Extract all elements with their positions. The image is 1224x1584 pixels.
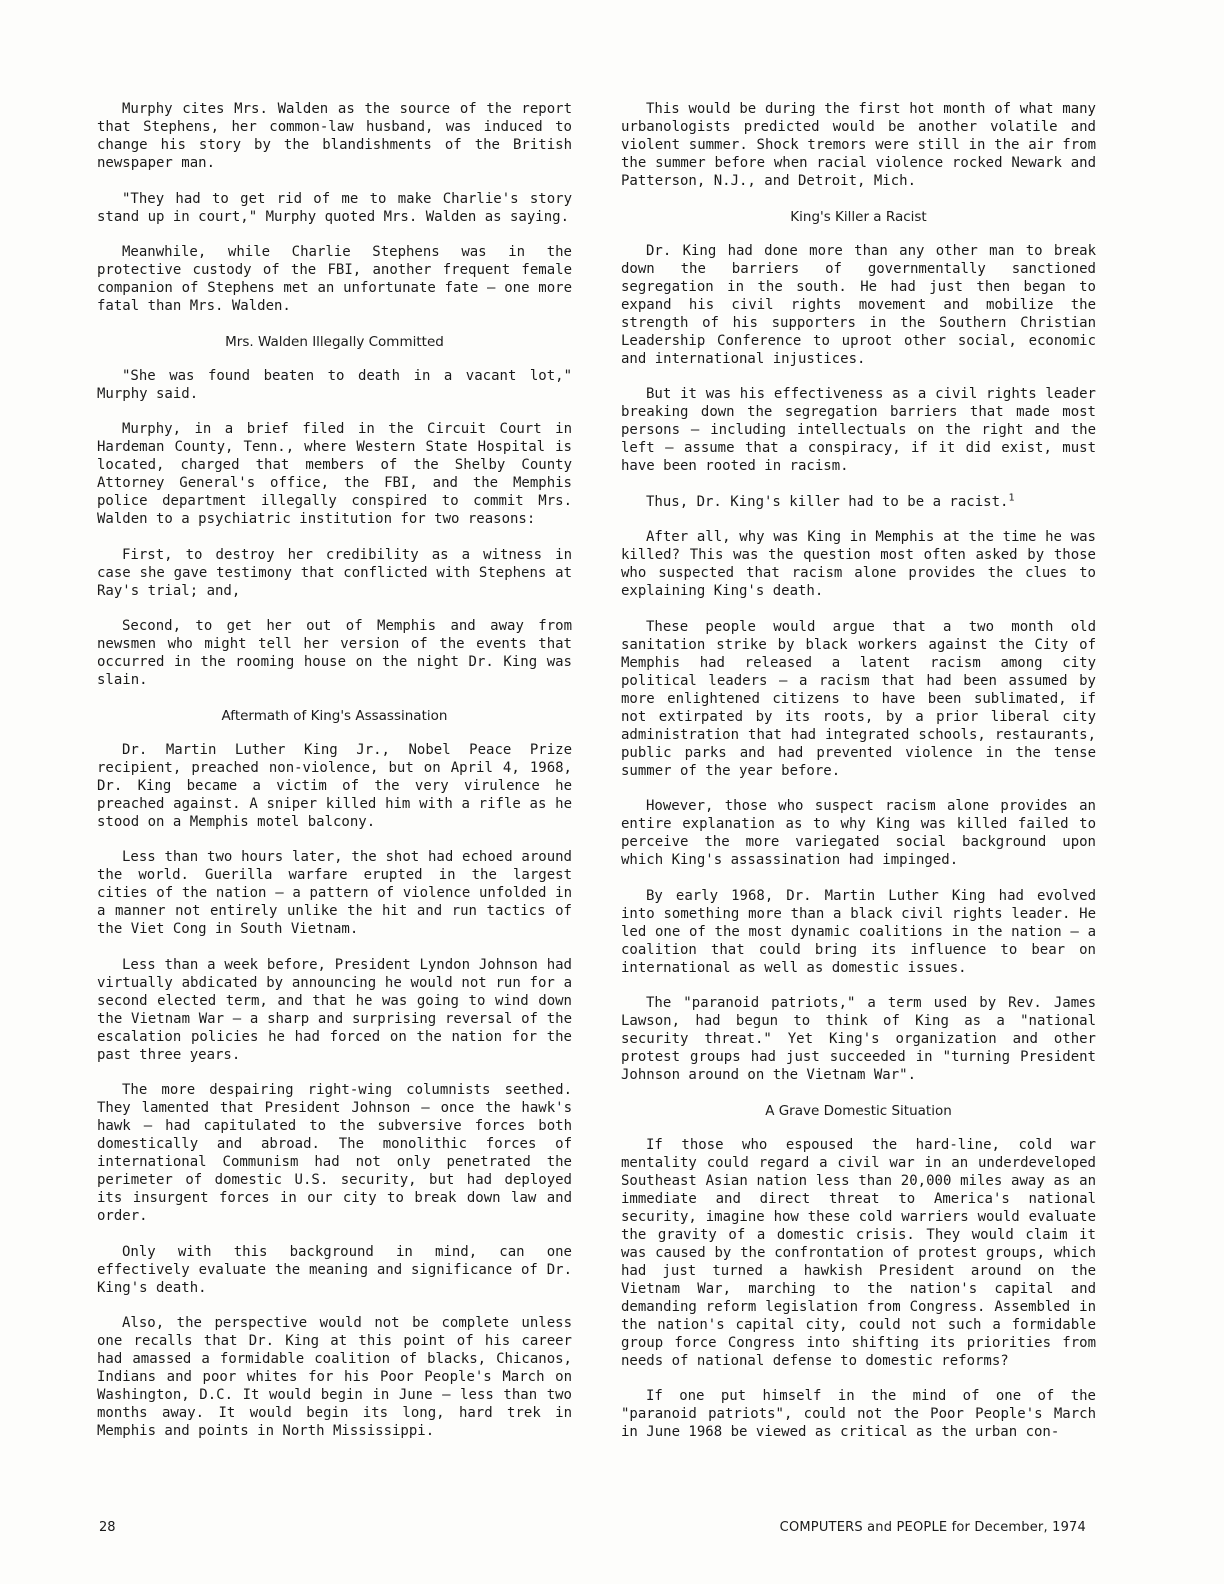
paragraph-text: However, those who suspect racism alone provides an entire explanation as to why King was killed failed to perceive the more variegated social background upon which King's assassination had impinged. [621,798,1096,868]
paragraph-text: Murphy, in a brief filed in the Circuit Court in Hardeman County, Tenn., where Western State Hospital is located, charged that members of the Shelby County Attorney General's office, the FBI, and the Memphis police department illegally conspired to commit Mrs. Walden to a psychiatric institution for two reasons: [97,421,572,527]
paragraph [621,887,1096,977]
paragraph-text: Dr. King had done more than any other man to break down the barriers of governmentally sanctioned segregation in the south. He had just then began to expand his civil rights movement and mobilize the strength of his supporters in the Southern Christian Leadership Conference to uproot other social, economic and international injustices. [621,242,1096,367]
paragraph [621,797,1096,869]
paragraph-text: "She was found beaten to death in a vacant lot," Murphy said. [97,367,572,402]
paragraph-text: Thus, Dr. King's killer had to be a racist. [646,493,1009,510]
paragraph [97,243,572,315]
paragraph [621,528,1096,600]
paragraph [621,1136,1096,1370]
paragraph-text: This would be during the first hot month of what many urbanologists predicted would be another volatile and violent summer. Shock tremors were still in the air from the summer before when racial violence rocked Newark and Patterson, N.J., and Detroit, Mich. [621,101,1096,189]
heading-text: A Grave Domestic Situation [765,1102,952,1119]
paragraph [97,367,572,403]
paragraph [97,1314,572,1440]
paragraph-text: These people would argue that a two month old sanitation strike by black workers against the City of Memphis had released a latent racism among city political leaders — a racism that had been assumed by more enlightened citizens to have been sublimated, if not extirpated by its roots, by a prior liberal city administration that had integrated schools, restaurants, public parks and had prevented violence in the tense summer of the year before. [621,618,1096,779]
right-column [621,100,1096,1459]
paragraph-text: If those who espoused the hard-line, cold war mentality could regard a civil war in an underdeveloped Southeast Asian nation less than 20,000 miles away as an immediate and direct threat to America's national security, imagine how these cold warriers would evaluate the gravity of a domestic crisis. They would claim it was caused by the confrontation of protest groups, which had just turned a hawkish President around on the Vietnam War, marching to the nation's capital and demanding reform legislation from Congress. Assembled in the nation's capital city, could not such a formidable group force Congress into shifting its priorities from needs of national defense to domestic reforms? [621,1136,1096,1369]
paragraph-text: Meanwhile, while Charlie Stephens was in the protective custody of the FBI, another frequent female companion of Stephens met an unfortunate fate — one more fatal than Mrs. Walden. [97,244,572,314]
paragraph-text: The "paranoid patriots," a term used by Rev. James Lawson, had begun to think of King as a "national security threat." Yet King's organization and other protest groups had just succeeded in "turning President Johnson around on the Vietnam War". [621,995,1096,1083]
paragraph-text: Also, the perspective would not be complete unless one recalls that Dr. King at this point of his career had amassed a formidable coalition of blacks, Chicanos, Indians and poor whites for his Poor People's March on Washington, D.C. It would begin in June — less than two months away. It would begin its long, hard trek in Memphis and points in North Mississippi. [97,1315,572,1439]
paragraph [97,848,572,938]
heading-text: Mrs. Walden Illegally Committed [225,333,444,350]
section-heading [621,1102,1096,1120]
paragraph [97,741,572,831]
footnote-marker: 1 [1008,491,1015,503]
paragraph [97,100,572,172]
paragraph [97,956,572,1064]
paragraph-text: Second, to get her out of Memphis and away from newsmen who might tell her version of the events that occurred in the rooming house on the night Dr. King was slain. [97,618,572,688]
paragraph [97,617,572,689]
paragraph [621,100,1096,190]
heading-text: Aftermath of King's Assassination [221,707,448,724]
paragraph-text: After all, why was King in Memphis at the time he was killed? This was the question most often asked by those who suspected that racism alone provides the clues to explaining King's death. [621,529,1096,599]
paragraph-text: By early 1968, Dr. Martin Luther King had evolved into something more than a black civil rights leader. He led one of the most dynamic coalitions in the nation — a coalition that could bring its influence to bear on international as well as domestic issues. [621,887,1096,976]
paragraph-text: Only with this background in mind, can one effectively evaluate the meaning and significance of Dr. King's death. [97,1243,572,1296]
page-number: 28 [99,1520,116,1535]
paragraph-text: Murphy cites Mrs. Walden as the source of the report that Stephens, her common-law husband, was induced to change his story by the blandishments of the British newspaper man. [97,101,572,171]
section-heading [97,333,572,351]
paragraph-text: Dr. Martin Luther King Jr., Nobel Peace Prize recipient, preached non-violence, but on April 4, 1968, Dr. King became a victim of the very virulence he preached against. A sniper killed him with a rifle as he stood on a Memphis motel balcony. [97,741,572,830]
section-heading [621,208,1096,226]
paragraph-text: "They had to get rid of me to make Charlie's story stand up in court," Murphy quoted Mrs. Walden as saying. [97,190,572,225]
section-heading [97,707,572,725]
left-column [97,100,572,1458]
paragraph-text: If one put himself in the mind of one of the "paranoid patriots", could not the Poor People's March in June 1968 be viewed as critical as the urban con- [621,1388,1096,1440]
paragraph [97,1243,572,1297]
paragraph-text: Less than a week before, President Lyndon Johnson had virtually abdicated by announcing he would not run for a second elected term, and that he was going to wind down the Vietnam War — a sharp and surprising reversal of the escalation policies he had forced on the nation for the past three years. [97,956,572,1063]
paragraph [621,493,1096,511]
paragraph-text: First, to destroy her credibility as a witness in case she gave testimony that conflicted with Stephens at Ray's trial; and, [97,546,572,599]
paragraph-text: But it was his effectiveness as a civil rights leader breaking down the segregation barriers that made most persons — including intellectuals on the right and the left — assume that a conspiracy, if it did exist, must have been rooted in racism. [621,386,1096,474]
paragraph [97,190,572,226]
paragraph [621,242,1096,368]
paragraph [97,546,572,600]
paragraph [621,385,1096,475]
paragraph [621,994,1096,1084]
heading-text: King's Killer a Racist [790,208,927,225]
paragraph-text: The more despairing right-wing columnists seethed. They lamented that President Johnson — once the hawk's hawk — had capitulated to the subversive forces both domestically and abroad. The monolithic forces of international Communism had not only penetrated the perimeter of domestic U.S. security, but had deployed its insurgent forces in our city to break down law and order. [97,1082,572,1224]
paragraph [621,618,1096,780]
paragraph [97,420,572,528]
paragraph [97,1081,572,1225]
paragraph [621,1387,1096,1441]
paragraph-text: Less than two hours later, the shot had echoed around the world. Guerilla warfare erupted in the largest cities of the nation — a pattern of violence unfolded in a manner not entirely unlike the hit and run tactics of the Viet Cong in South Vietnam. [97,849,572,937]
publication-footer: COMPUTERS and PEOPLE for December, 1974 [779,1520,1086,1535]
